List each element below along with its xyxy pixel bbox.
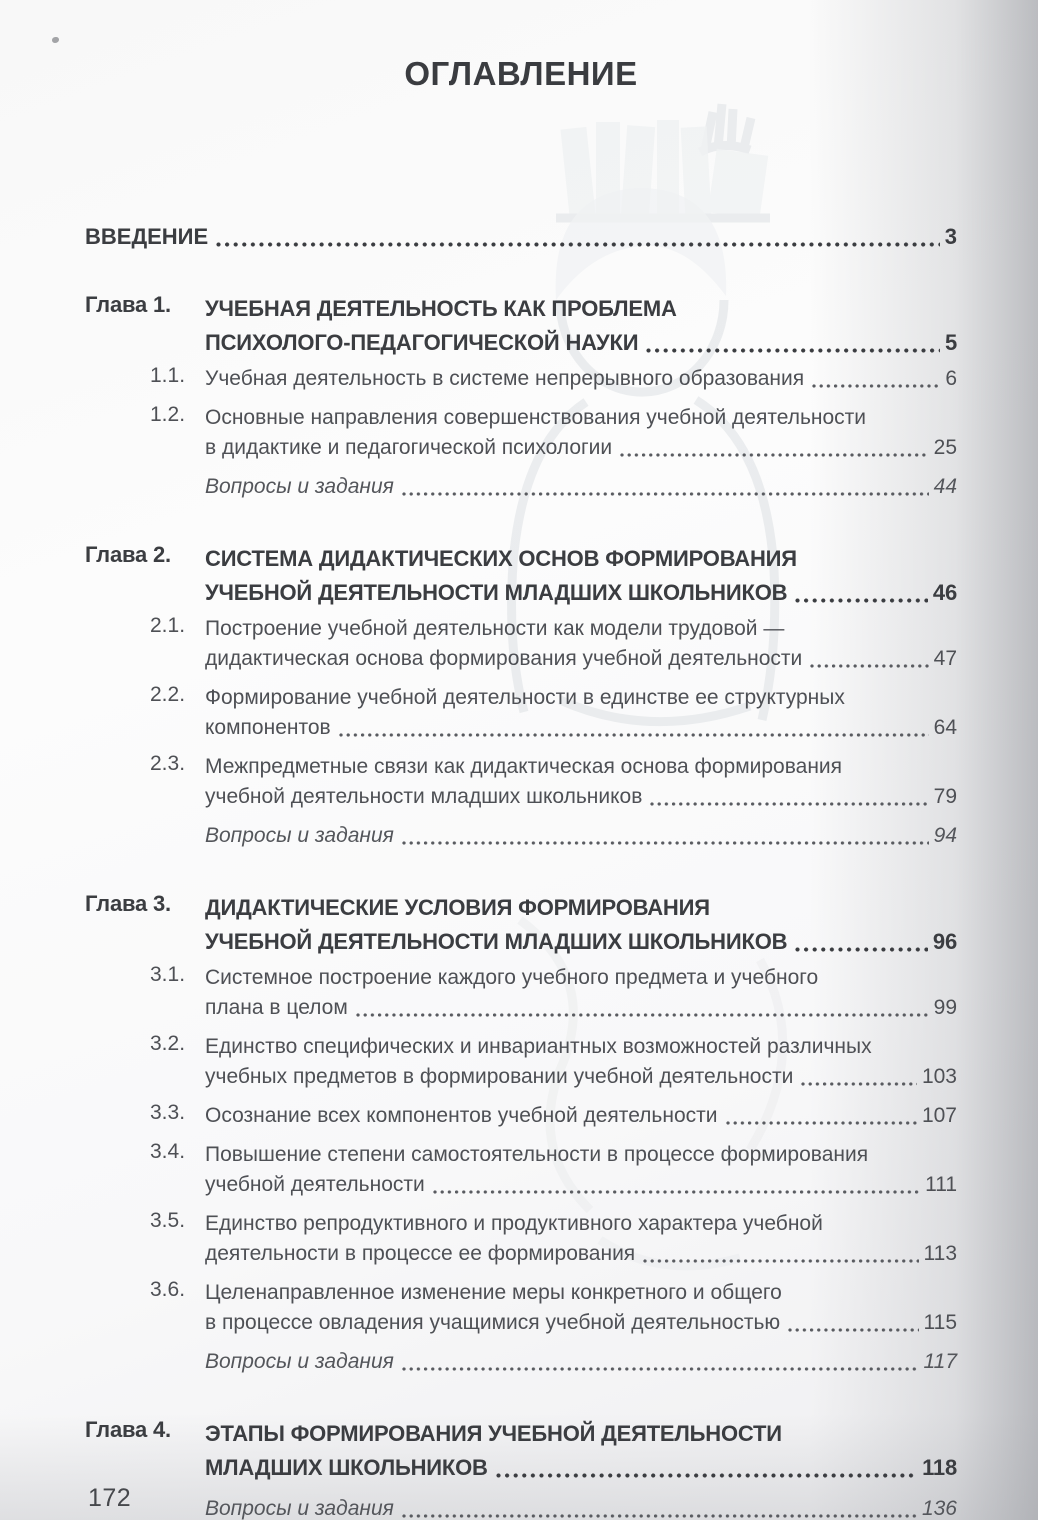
toc-questions-entry [205, 472, 957, 502]
toc-line [205, 1278, 957, 1308]
leader-dots [401, 491, 929, 497]
toc-line [205, 1062, 957, 1092]
toc-entry-body [205, 1347, 957, 1377]
leader-dots [338, 732, 929, 738]
toc-text: Формирование учебной деятельности в единстве ее структурных [205, 686, 845, 709]
toc-text: УЧЕБНОЙ ДЕЯТЕЛЬНОСТИ МЛАДШИХ ШКОЛЬНИКОВ [205, 580, 788, 605]
section-number: 1.2. [150, 403, 186, 426]
toc-line [205, 1308, 957, 1338]
chapter-number: Глава 2. [85, 542, 171, 567]
toc-entry-body [205, 1209, 957, 1269]
toc-entry-body [205, 1494, 957, 1520]
toc-entry-body [205, 1278, 957, 1338]
toc-line [205, 1451, 957, 1485]
toc-page-number: 96 [932, 929, 957, 954]
toc-text: ЭТАПЫ ФОРМИРОВАНИЯ УЧЕБНОЙ ДЕЯТЕЛЬНОСТИ [205, 1421, 782, 1446]
toc-line [205, 1239, 957, 1269]
toc-entry-body [205, 963, 957, 1023]
leader-dots [619, 452, 929, 458]
toc-entry-body [205, 403, 957, 463]
toc-line [205, 1347, 957, 1377]
toc-page-number: 64 [933, 716, 957, 739]
toc-text: компонентов [205, 716, 331, 739]
toc-line [205, 925, 957, 959]
toc-text: учебных предметов в формировании учебной деятельности [205, 1065, 794, 1088]
toc-chapter-heading [85, 1417, 957, 1485]
leader-dots [809, 663, 928, 669]
toc-entry-body [205, 614, 957, 674]
toc-line [205, 1170, 957, 1200]
toc-text: в дидактике и педагогической психологии [205, 436, 613, 459]
toc-section-entry [150, 614, 957, 674]
toc-section-entry [150, 1278, 957, 1338]
toc-text: дидактическая основа формирования учебной деятельности [205, 647, 803, 670]
toc-chapter-heading [85, 891, 957, 959]
toc-page-number: 94 [933, 824, 957, 847]
toc-page-number: 79 [933, 785, 957, 808]
toc-line [205, 683, 957, 713]
toc-page-number: 6 [945, 367, 957, 390]
section-number: 3.1. [150, 963, 186, 986]
toc-line [205, 292, 957, 326]
toc-page-number: 46 [932, 580, 957, 605]
toc-line [205, 752, 957, 782]
toc-entry-body [205, 752, 957, 812]
toc-line [205, 821, 957, 851]
toc-line [205, 1101, 957, 1131]
toc-text: Повышение степени самостоятельности в процессе формирования [205, 1143, 869, 1166]
toc-questions-entry [205, 1494, 957, 1520]
toc-section-entry [150, 1101, 957, 1131]
toc-text: ДИДАКТИЧЕСКИЕ УСЛОВИЯ ФОРМИРОВАНИЯ [205, 895, 710, 920]
toc-page-number: 5 [944, 330, 957, 355]
section-number: 3.2. [150, 1032, 186, 1055]
toc-line [205, 1140, 957, 1170]
toc-line [205, 326, 957, 360]
toc-page-number: 111 [925, 1173, 957, 1196]
toc-text: Единство специфических и инвариантных возможностей различных [205, 1035, 872, 1058]
toc-section-entry [150, 1140, 957, 1200]
toc-line [205, 433, 957, 463]
toc-page-number: 107 [921, 1104, 957, 1127]
leader-dots [401, 1366, 919, 1372]
leader-dots [794, 597, 928, 604]
chapter-number: Глава 4. [85, 1417, 171, 1442]
section-number: 2.1. [150, 614, 186, 637]
toc-text: Построение учебной деятельности как модели трудовой — [205, 617, 785, 640]
toc-page-number: 117 [923, 1350, 957, 1373]
toc-questions-entry [205, 821, 957, 851]
toc-line [205, 576, 957, 610]
toc-text: Основные направления совершенствования учебной деятельности [205, 406, 867, 429]
toc-entry-body [205, 891, 957, 959]
toc-intro-entry [85, 222, 957, 252]
leader-dots [649, 801, 928, 807]
toc-text: в процессе овладения учащимися учебной деятельностью [205, 1311, 781, 1334]
toc-entry-body [205, 542, 957, 610]
toc-questions-entry [205, 1347, 957, 1377]
toc-line [205, 614, 957, 644]
toc-text: Целенаправленное изменение меры конкретного и общего [205, 1281, 782, 1304]
leader-dots [800, 1081, 917, 1087]
toc-page-number: 115 [923, 1311, 957, 1334]
toc-page-number: 136 [921, 1497, 957, 1520]
toc-section-entry [150, 752, 957, 812]
toc-page-number: 25 [933, 436, 957, 459]
toc-text: Осознание всех компонентов учебной деятельности [205, 1104, 718, 1127]
toc-line [205, 1494, 957, 1520]
page-title: ОГЛАВЛЕНИЕ [404, 55, 638, 92]
toc-text: МЛАДШИХ ШКОЛЬНИКОВ [205, 1455, 488, 1480]
toc-section-entry [150, 1209, 957, 1269]
toc-text: Вопросы и задания [205, 1350, 394, 1373]
toc-list [85, 222, 957, 1520]
toc-section-entry [150, 364, 957, 394]
toc-line [205, 364, 957, 394]
section-number: 3.3. [150, 1101, 186, 1124]
chapter-number: Глава 3. [85, 891, 171, 916]
toc-page-number: 118 [922, 1455, 957, 1480]
leader-dots [645, 347, 940, 354]
toc-text: Межпредметные связи как дидактическая основа формирования [205, 755, 843, 778]
toc-page-number: 3 [944, 224, 957, 249]
toc-line [205, 644, 957, 674]
section-number: 1.1. [150, 364, 186, 387]
toc-entry-body [205, 683, 957, 743]
leader-dots [432, 1189, 920, 1195]
toc-line [205, 993, 957, 1023]
toc-text: УЧЕБНОЙ ДЕЯТЕЛЬНОСТИ МЛАДШИХ ШКОЛЬНИКОВ [205, 929, 788, 954]
toc-line [205, 713, 957, 743]
leader-dots [495, 1472, 917, 1479]
toc-text: плана в целом [205, 996, 348, 1019]
toc-line [205, 472, 957, 502]
leader-dots [787, 1327, 918, 1333]
toc-chapter-heading [85, 542, 957, 610]
toc-entry-body [205, 1417, 957, 1485]
chapter-number: Глава 1. [85, 292, 171, 317]
toc-section-entry [150, 1032, 957, 1092]
leader-dots [215, 241, 940, 248]
toc-text: Единство репродуктивного и продуктивного характера учебной [205, 1212, 823, 1235]
section-number: 3.6. [150, 1278, 186, 1301]
toc-entry-body [205, 1101, 957, 1131]
leader-dots [725, 1120, 917, 1126]
leader-dots [811, 383, 940, 389]
toc-page-number: 99 [933, 996, 957, 1019]
toc-text: учебной деятельности [205, 1173, 425, 1196]
leader-dots [401, 1513, 917, 1519]
leader-dots [642, 1258, 918, 1264]
toc-page-number: 47 [933, 647, 957, 670]
toc-entry-body [205, 1032, 957, 1092]
toc-text: УЧЕБНАЯ ДЕЯТЕЛЬНОСТЬ КАК ПРОБЛЕМА [205, 296, 677, 321]
toc-page-number: 113 [923, 1242, 957, 1265]
toc-text: Системное построение каждого учебного предмета и учебного [205, 966, 819, 989]
toc-page-number: 44 [933, 475, 957, 498]
toc-text: ПСИХОЛОГО-ПЕДАГОГИЧЕСКОЙ НАУКИ [205, 330, 639, 355]
section-number: 2.2. [150, 683, 186, 706]
toc-text: Вопросы и задания [205, 475, 394, 498]
toc-section-entry [150, 683, 957, 743]
toc-section-entry [150, 403, 957, 463]
toc-section-entry [150, 963, 957, 1023]
toc-text: ВВЕДЕНИЕ [85, 224, 209, 249]
toc-entry-body [205, 472, 957, 502]
toc-line [205, 403, 957, 433]
toc-entry-body [205, 292, 957, 360]
section-number: 3.4. [150, 1140, 186, 1163]
leader-dots [355, 1012, 929, 1018]
folio-page-number: 172 [88, 1484, 132, 1512]
toc-entry-body [205, 821, 957, 851]
leader-dots [794, 946, 928, 953]
toc-content [85, 56, 957, 1520]
toc-page-number: 103 [921, 1065, 957, 1088]
toc-line [205, 782, 957, 812]
toc-entry-body [205, 364, 957, 394]
toc-line [85, 222, 957, 252]
toc-text: деятельности в процессе ее формирования [205, 1242, 636, 1265]
toc-line [205, 963, 957, 993]
toc-entry-body [205, 1140, 957, 1200]
toc-line [205, 542, 957, 576]
toc-text: Вопросы и задания [205, 1497, 394, 1520]
toc-text: СИСТЕМА ДИДАКТИЧЕСКИХ ОСНОВ ФОРМИРОВАНИЯ [205, 546, 797, 571]
scan-speck [52, 37, 59, 43]
section-number: 2.3. [150, 752, 186, 775]
toc-line [205, 1209, 957, 1239]
section-number: 3.5. [150, 1209, 186, 1232]
toc-text: Учебная деятельность в системе непрерывного образования [205, 367, 805, 390]
toc-line [205, 1417, 957, 1451]
toc-entry-body [85, 222, 957, 252]
toc-line [205, 891, 957, 925]
toc-line [205, 1032, 957, 1062]
toc-chapter-heading [85, 292, 957, 360]
leader-dots [401, 840, 929, 846]
toc-text: учебной деятельности младших школьников [205, 785, 643, 808]
toc-text: Вопросы и задания [205, 824, 394, 847]
